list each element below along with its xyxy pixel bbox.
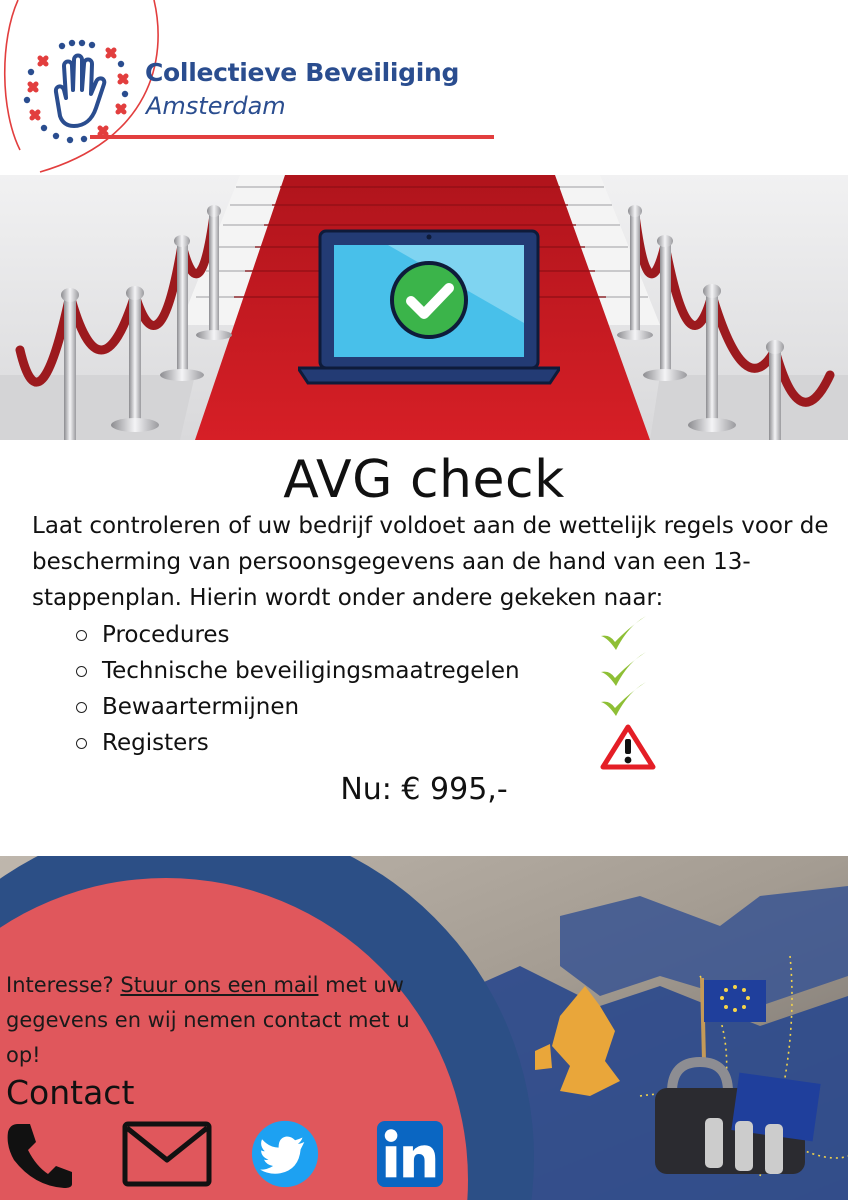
interest-text bbox=[6, 968, 446, 1073]
list-item bbox=[76, 653, 520, 689]
list-item-label: Procedures bbox=[102, 622, 230, 648]
brand-name: Collectieve Beveiliging bbox=[145, 58, 460, 87]
contact-heading: Contact bbox=[6, 1073, 135, 1112]
mail-icon[interactable] bbox=[122, 1120, 212, 1188]
interest-suffix: met uw gegevens en wij nemen contact met u op! bbox=[6, 973, 410, 1067]
intro-paragraph: Laat controleren of uw bedrijf voldoet aan de wettelijk regels voor de bescherming van persoonsgegevens aan de hand van een 13-stappenplan. Hierin wordt onder andere gekeken naar: bbox=[32, 513, 829, 611]
list-item-label: Bewaartermijnen bbox=[102, 694, 300, 720]
list-item bbox=[76, 617, 520, 653]
bullet-circle-icon bbox=[76, 666, 87, 677]
checkmark-icon bbox=[598, 614, 648, 654]
brand-city: Amsterdam bbox=[146, 92, 286, 120]
interest-prefix: Interesse? bbox=[6, 973, 121, 997]
brand-underline bbox=[90, 135, 494, 139]
hero-image bbox=[0, 175, 848, 440]
list-item bbox=[76, 725, 520, 761]
bullet-circle-icon bbox=[76, 630, 87, 641]
bullet-circle-icon bbox=[76, 738, 87, 749]
linkedin-icon[interactable] bbox=[375, 1120, 445, 1188]
warning-icon bbox=[600, 724, 656, 770]
phone-icon[interactable] bbox=[4, 1120, 74, 1188]
twitter-icon[interactable] bbox=[248, 1120, 322, 1188]
list-item-label: Registers bbox=[102, 730, 209, 756]
price-label: Nu: € 995,- bbox=[340, 772, 508, 807]
page-title: AVG check bbox=[283, 450, 565, 510]
mail-link[interactable]: Stuur ons een mail bbox=[120, 973, 319, 997]
bullet-circle-icon bbox=[76, 702, 87, 713]
list-item bbox=[76, 689, 520, 725]
logo-hand-icon bbox=[22, 36, 134, 144]
checklist bbox=[76, 617, 520, 761]
list-item-label: Technische beveiligingsmaatregelen bbox=[102, 658, 520, 684]
laptop-check-icon bbox=[298, 227, 560, 387]
checkmark-icon bbox=[598, 680, 648, 720]
